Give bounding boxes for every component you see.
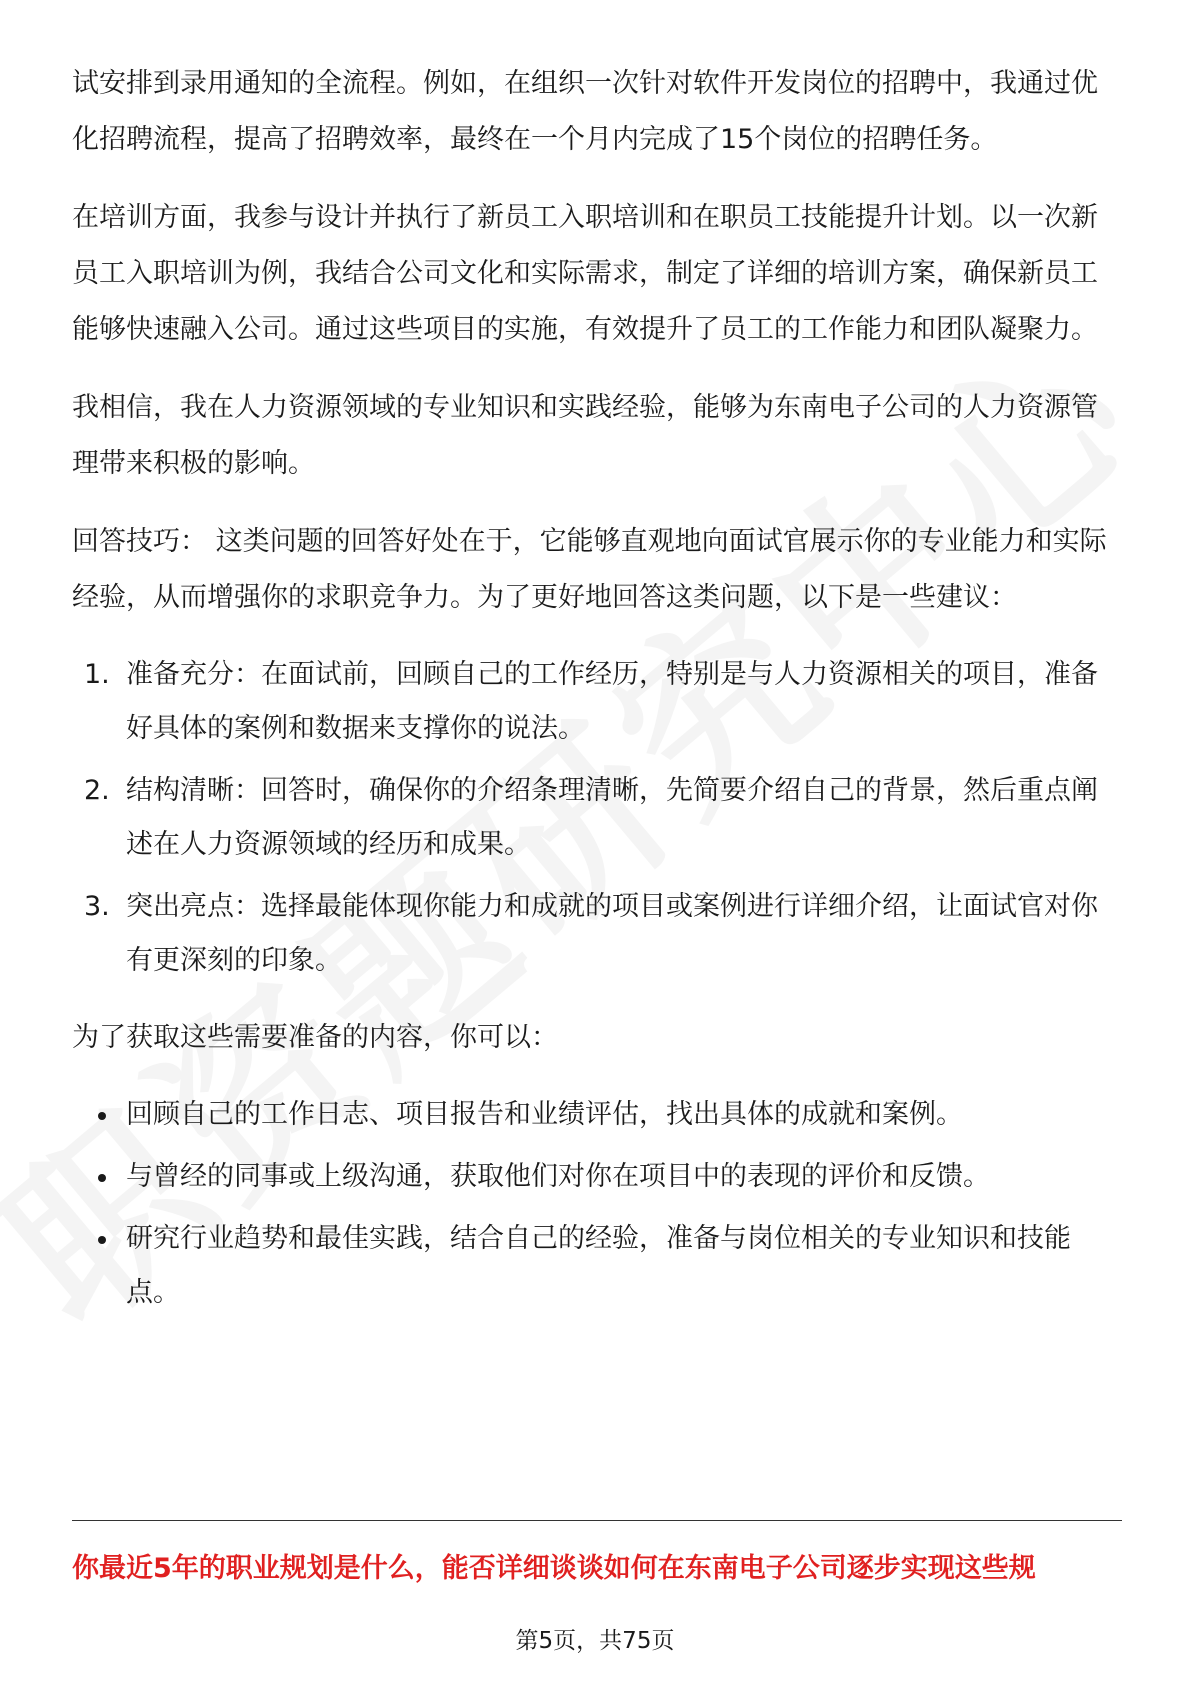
- paragraph-answer-tips: 回答技巧： 这类问题的回答好处在于，它能够直观地向面试官展示你的专业能力和实际经验，从而增强你的求职竞争力。为了更好地回答这类问题，以下是一些建议：: [72, 526, 1107, 613]
- actions-list: [72, 1088, 1122, 1320]
- tips-list: [72, 648, 1122, 988]
- list-item-text: 结构清晰：回答时，确保你的介绍条理清晰，先简要介绍自己的背景，然后重点阐述在人力资源领域的经历和成果。: [126, 775, 1098, 860]
- list-item-text: 回顾自己的工作日志、项目报告和业绩评估，找出具体的成就和案例。: [126, 1099, 963, 1130]
- list-item-text: 突出亮点：选择最能体现你能力和成就的项目或案例进行详细介绍，让面试官对你有更深刻的印象。: [126, 891, 1098, 976]
- page-number: 第5页，共75页: [515, 1628, 675, 1654]
- divider: [72, 1520, 1122, 1521]
- list-item-text: 与曾经的同事或上级沟通，获取他们对你在项目中的表现的评价和反馈。: [126, 1161, 990, 1192]
- bullet-icon: [98, 1112, 106, 1120]
- next-question-heading: 你最近5年的职业规划是什么，能否详细谈谈如何在东南电子公司逐步实现这些规: [72, 1553, 1036, 1584]
- list-number: 2.: [84, 775, 110, 806]
- list-item: [72, 880, 1122, 988]
- page-content: [72, 56, 1122, 1342]
- list-number: 1.: [84, 659, 110, 690]
- list-item: [72, 1212, 1122, 1320]
- paragraph-training: 在培训方面，我参与设计并执行了新员工入职培训和在职员工技能提升计划。以一次新员工入职培训为例，我结合公司文化和实际需求，制定了详细的培训方案，确保新员工能够快速融入公司。通过这些项目的实施，有效提升了员工的工作能力和团队凝聚力。: [72, 202, 1098, 345]
- list-item-text: 准备充分：在面试前，回顾自己的工作经历，特别是与人力资源相关的项目，准备好具体的案例和数据来支撑你的说法。: [126, 659, 1098, 744]
- list-item: [72, 1150, 1122, 1204]
- bullet-icon: [98, 1236, 106, 1244]
- bullet-icon: [98, 1174, 106, 1182]
- list-item-text: 研究行业趋势和最佳实践，结合自己的经验，准备与岗位相关的专业知识和技能点。: [126, 1223, 1071, 1308]
- list-item: [72, 648, 1122, 756]
- list-item: [72, 1088, 1122, 1142]
- list-item: [72, 764, 1122, 872]
- paragraph-belief: 我相信，我在人力资源领域的专业知识和实践经验，能够为东南电子公司的人力资源管理带来积极的影响。: [72, 392, 1098, 479]
- list-number: 3.: [84, 891, 110, 922]
- paragraph-recruitment: 试安排到录用通知的全流程。例如，在组织一次针对软件开发岗位的招聘中，我通过优化招聘流程，提高了招聘效率，最终在一个月内完成了15个岗位的招聘任务。: [72, 68, 1098, 155]
- paragraph-prepare: 为了获取这些需要准备的内容，你可以：: [72, 1022, 558, 1053]
